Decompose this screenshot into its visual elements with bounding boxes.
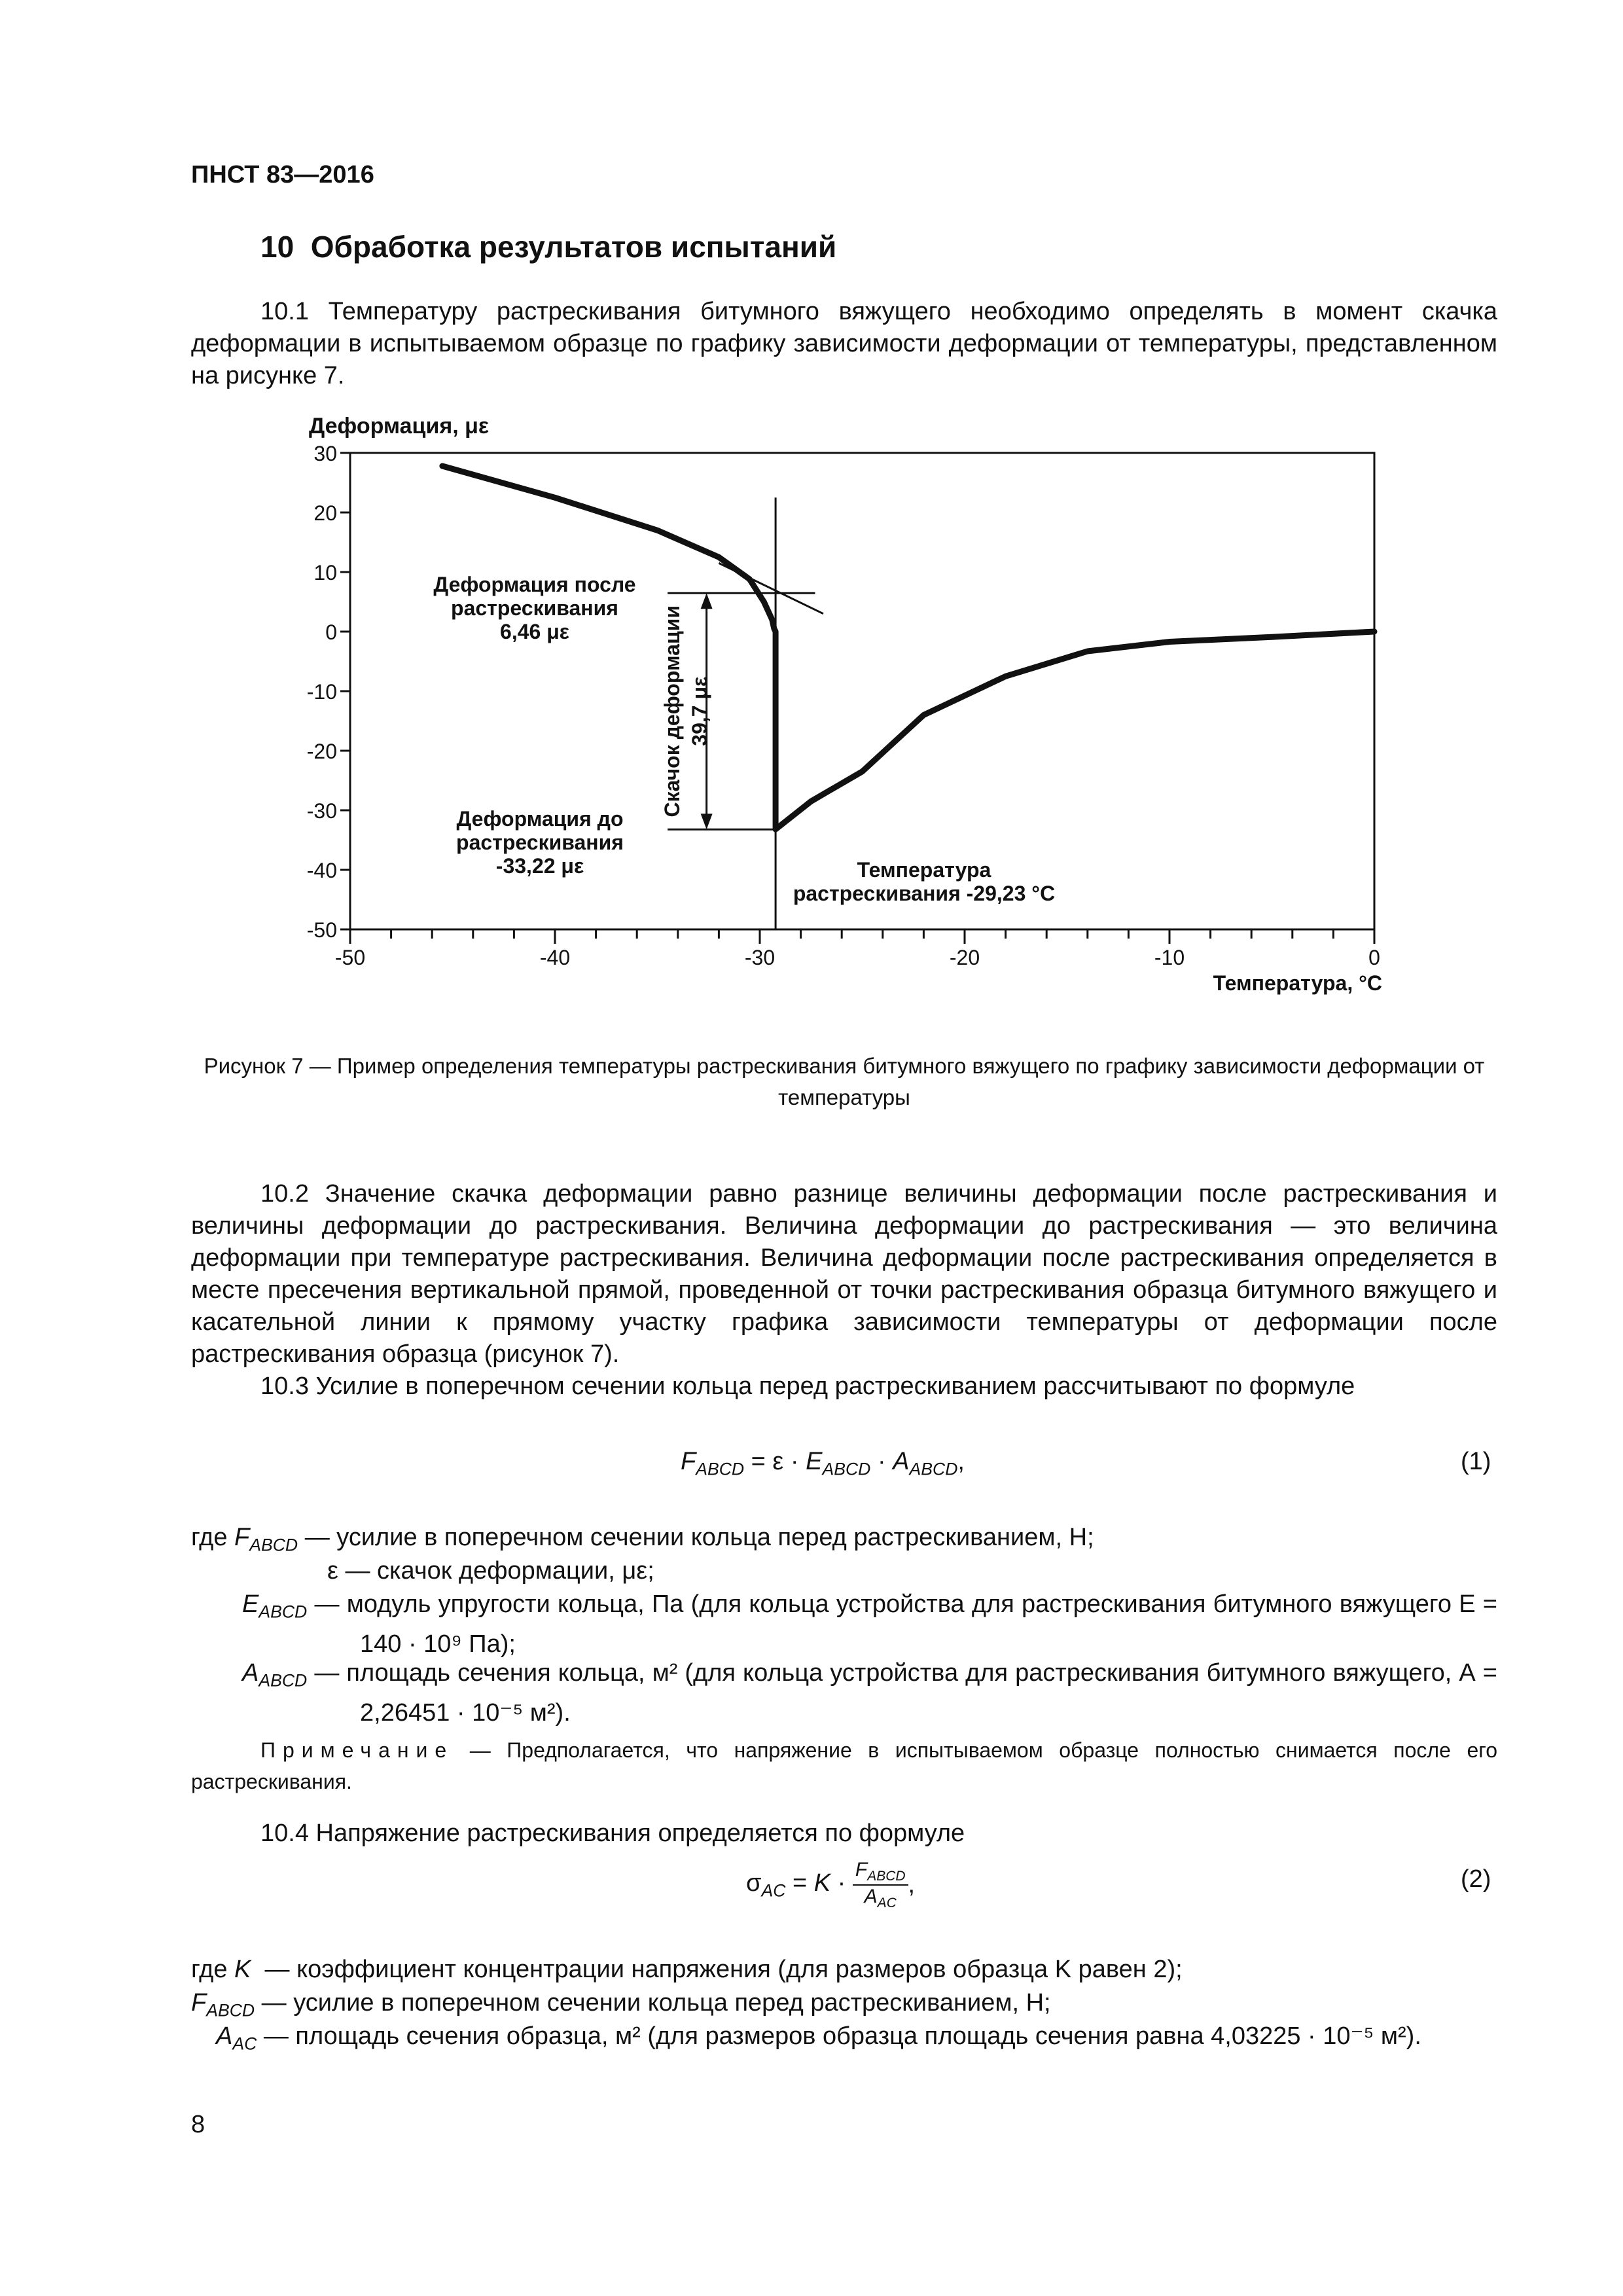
y-tick-label: 0 [325, 620, 337, 644]
y-tick-label: -20 [306, 740, 337, 763]
deformation-temperature-chart [288, 406, 1400, 1008]
where-2-f-text: — усилие в поперечном сечении кольца перед растрескиванием, Н; [261, 1989, 1051, 2017]
where-1-e-text: — модуль упругости кольца, Па (для кольца устройства для растрескивания битумного вяжущего Е = 140 · 10⁹ Па); [314, 1590, 1497, 1658]
annotation-deformation-before: Деформация до растрескивания -33,22 με [456, 807, 624, 878]
jump-value-label: 39,7 με [688, 676, 711, 746]
note-label: Примечание [260, 1738, 454, 1762]
paragraph-10-2-text: 10.2 Значение скачка деформации равно разнице величины деформации после растрескивания и величины деформации до растрескивания. Величина деформации до растрескивания — это величина деформации при температуре растрескивания. Величина деформации после растрескивания определяется в месте пресечения вертикальной прямой, проведенной от точки растрескивания образца битумного вяжущего и касательной линии к прямому участку графика зависимости температуры от деформации после растрескивания образца (рисунок 7). [191, 1180, 1497, 1368]
formula-2: $\sigma_{AC} = K$ · $F_{ABCD}$ $A_{AC}$ , [746, 1859, 916, 1910]
y-tick-label: -40 [306, 859, 337, 882]
section-heading [260, 229, 836, 264]
paragraph-10-1-text: 10.1 Температуру растрескивания битумного вяжущего необходимо определять в момент скачка деформации в испытываемом образце по графику зависимости деформации от температуры, представленном на рисунке 7. [191, 298, 1497, 389]
note [191, 1734, 1497, 1797]
x-tick-label: -10 [1154, 946, 1185, 969]
deformation-curve [442, 466, 1374, 829]
formula-1-number: (1) [1461, 1448, 1491, 1475]
where-2-f: $F_{ABCD}$ — усилие в поперечном сечении кольца перед растрескиванием, Н; [191, 1989, 1051, 2020]
x-tick-label: -30 [744, 946, 776, 969]
jump-label: Скачок деформации [660, 605, 684, 817]
y-tick-label: -30 [306, 799, 337, 823]
where-2-a-text: — площадь сечения образца, м² (для размеров образца площадь сечения равна 4,03225 · 10⁻⁵ м²). [263, 2022, 1421, 2050]
x-tick-label: -50 [334, 946, 366, 969]
arrowhead-down [701, 814, 713, 829]
formula-2-number: (2) [1461, 1865, 1491, 1893]
note-text: — Предполагается, что напряжение в испытываемом образце полностью снимается после его растрескивания. [191, 1738, 1498, 1793]
paragraph-10-4 [191, 1818, 1497, 1850]
where-2-a: $A_{AC}$ — площадь сечения образца, м² (для размеров образца площадь сечения равна 4,03225 · 10⁻⁵ м²). [216, 2022, 1421, 2054]
paragraph-10-4-text: 10.4 Напряжение растрескивания определяется по формуле [260, 1820, 965, 1847]
where-1-eps-text: — скачок деформации, με; [345, 1557, 654, 1585]
y-tick-label: -50 [306, 918, 337, 942]
figure-caption: Рисунок 7 — Пример определения температуры растрескивания битумного вяжущего по графику зависимости деформации от температуры [204, 1054, 1485, 1109]
paragraph-10-2 [191, 1178, 1497, 1403]
where-1-a: $A_{ABCD}$ — площадь сечения кольца, м² (для кольца устройства для растрескивания битумного вяжущего, А = 2,26451 · 10⁻⁵ м²). [242, 1659, 1497, 1727]
x-axis-label: Температура, °C [1213, 971, 1382, 995]
x-tick-label: 0 [1368, 946, 1380, 969]
chart-annotations [433, 497, 1055, 929]
y-tick-label: 10 [313, 561, 337, 584]
y-axis-label: Деформация, με [309, 414, 490, 439]
paragraph-10-3-text: 10.3 Усилие в поперечном сечении кольца перед растрескиванием рассчитывают по формуле [260, 1372, 1355, 1400]
document-header: ПНСТ 83—2016 [191, 161, 374, 188]
section-number: 10 [260, 230, 294, 264]
y-tick-label: 20 [313, 501, 337, 525]
where-1-e: $E_{ABCD}$ — модуль упругости кольца, Па (для кольца устройства для растрескивания битумного вяжущего Е = 140 · 10⁹ Па); [242, 1590, 1497, 1658]
annotation-crack-temperature: Температура растрескивания -29,23 °C [793, 858, 1056, 905]
arrowhead-up [701, 593, 713, 609]
page-number: 8 [191, 2111, 205, 2138]
paragraph-10-1 [191, 296, 1497, 392]
where-1-eps: ε — скачок деформации, με; [327, 1557, 654, 1585]
x-tick-label: -20 [949, 946, 980, 969]
y-tick-label: -10 [306, 680, 337, 704]
where-2-k: где K — коэффициент концентрации напряжения (для размеров образца K равен 2); [191, 1956, 1183, 1983]
where-1-f: где $F_{ABCD}$ — усилие в поперечном сечении кольца перед растрескиванием, Н; [191, 1524, 1094, 1555]
where-1-a-text: — площадь сечения кольца, м² (для кольца устройства для растрескивания битумного вяжущего, А = 2,26451 · 10⁻⁵ м²). [314, 1659, 1497, 1727]
where-2-k-text: — коэффициент концентрации напряжения (для размеров образца K равен 2); [264, 1956, 1183, 1983]
section-title: Обработка результатов испытаний [310, 230, 837, 264]
x-tick-label: -40 [539, 946, 571, 969]
formula-1: $F_{ABCD} = \varepsilon \cdot E_{ABCD} \cdot A_{ABCD}$, [681, 1448, 965, 1479]
y-tick-label: 30 [313, 442, 337, 465]
where-1-f-text: — усилие в поперечном сечении кольца перед растрескиванием, Н; [304, 1524, 1094, 1551]
annotation-deformation-after: Деформация после растрескивания 6,46 με [433, 573, 636, 643]
